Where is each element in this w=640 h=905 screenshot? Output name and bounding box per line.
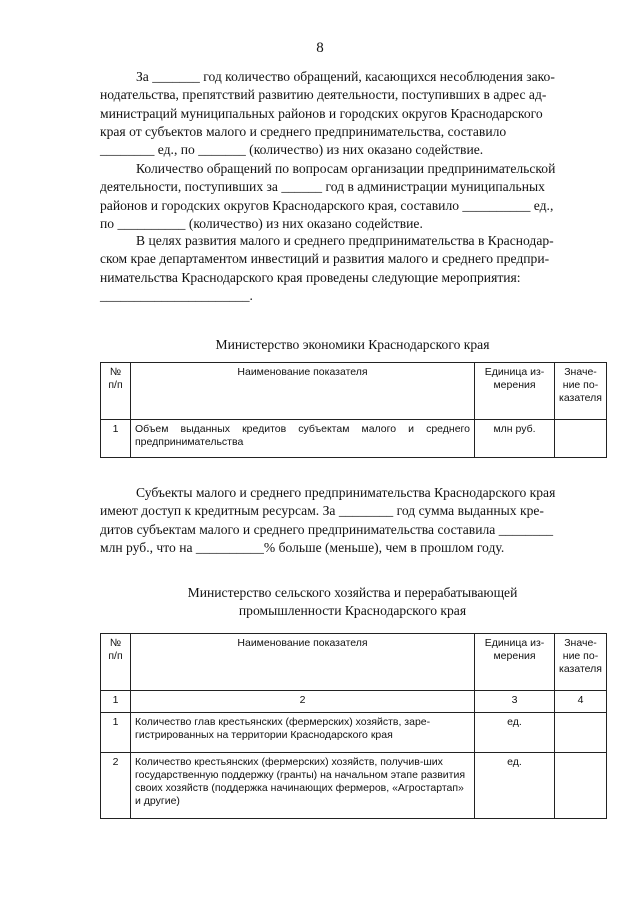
paragraph-activities xyxy=(100,232,605,305)
heading-line: Министерство сельского хозяйства и перерабатывающей xyxy=(187,585,518,600)
table-row xyxy=(101,420,607,458)
header-num: № п/п xyxy=(101,363,131,420)
paragraph-line: ________ ед., по _______ (количество) из них оказано содействие. xyxy=(100,142,484,158)
paragraph-requests xyxy=(100,160,605,233)
row-num: 1 xyxy=(101,420,131,458)
page-number: 8 xyxy=(316,40,324,56)
section-heading-economy: Министерство экономики Краснодарского края xyxy=(215,337,490,352)
paragraph-line: млн руб., что на __________% больше (меньше), чем в прошлом году. xyxy=(100,539,505,555)
col-number: 1 xyxy=(101,691,131,713)
header-name: Наименование показателя xyxy=(131,634,475,691)
header-value: Значе-ние по-казателя xyxy=(555,363,607,420)
header-unit: Единица из-мерения xyxy=(475,634,555,691)
paragraph-line: нодательства, препятствий развитию деятельности, поступивших в адрес ад- xyxy=(100,87,547,103)
paragraph-line: дитов субъектам малого и среднего предпринимательства составила ________ xyxy=(100,521,554,537)
col-number: 2 xyxy=(131,691,475,713)
row-name: Объем выданных кредитов субъектам малого и среднего предпринимательства xyxy=(131,420,475,458)
paragraph-line: края от субъектов малого и среднего предпринимательства, составило xyxy=(100,123,507,139)
paragraph-credits xyxy=(100,484,605,557)
paragraph-line: Субъекты малого и среднего предпринимательства Краснодарского края xyxy=(136,485,556,500)
table-row xyxy=(101,753,607,819)
table-header-row xyxy=(101,634,607,691)
row-unit: млн руб. xyxy=(475,420,555,458)
paragraph-line: имеют доступ к кредитным ресурсам. За ________ год сумма выданных кре- xyxy=(100,503,544,519)
row-name: Количество глав крестьянских (фермерских) хозяйств, заре-гистрированных на территории Краснодарского края xyxy=(131,713,475,753)
row-value xyxy=(555,713,607,753)
header-unit: Единица из-мерения xyxy=(475,363,555,420)
economy-indicators-table xyxy=(100,362,607,458)
row-unit: ед. xyxy=(475,713,555,753)
row-num: 1 xyxy=(101,713,131,753)
paragraph-line: ском крае департаментом инвестиций и развития малого и среднего предпри- xyxy=(100,251,550,267)
header-num: № п/п xyxy=(101,634,131,691)
paragraph-line: по __________ (количество) из них оказано содействие. xyxy=(100,215,423,231)
heading-line: промышленности Краснодарского края xyxy=(238,603,467,618)
table-row xyxy=(101,713,607,753)
row-unit: ед. xyxy=(475,753,555,819)
section-heading-agriculture xyxy=(100,584,605,620)
col-number: 4 xyxy=(555,691,607,713)
header-name: Наименование показателя xyxy=(131,363,475,420)
row-value xyxy=(555,420,607,458)
row-num: 2 xyxy=(101,753,131,819)
paragraph-line: ______________________. xyxy=(100,287,253,303)
paragraph-line: Количество обращений по вопросам организации предпринимательской xyxy=(136,161,556,176)
column-number-row xyxy=(101,691,607,713)
paragraph-line: За _______ год количество обращений, касающихся несоблюдения зако- xyxy=(136,69,555,84)
row-value xyxy=(555,753,607,819)
table-header-row xyxy=(101,363,607,420)
paragraph-line: районов и городских округов Краснодарского края, составило __________ ед., xyxy=(100,197,554,213)
col-number: 3 xyxy=(475,691,555,713)
paragraph-line: нимательства Краснодарского края проведены следующие мероприятия: xyxy=(100,269,521,285)
agriculture-indicators-table xyxy=(100,633,607,819)
row-name: Количество крестьянских (фермерских) хозяйств, получив-ших государственную поддержку (гранты) на начальном этапе развития своих хозяйств (поддержка начинающих фермеров, «Агростартап» и другие) xyxy=(131,753,475,819)
paragraph-line: В целях развития малого и среднего предпринимательства в Краснодар- xyxy=(136,233,554,248)
header-value: Значе-ние по-казателя xyxy=(555,634,607,691)
paragraph-complaints xyxy=(100,68,605,159)
paragraph-line: министраций муниципальных районов и городских округов Краснодарского xyxy=(100,105,543,121)
paragraph-line: деятельности, поступивших за ______ год в администрации муниципальных xyxy=(100,179,545,195)
